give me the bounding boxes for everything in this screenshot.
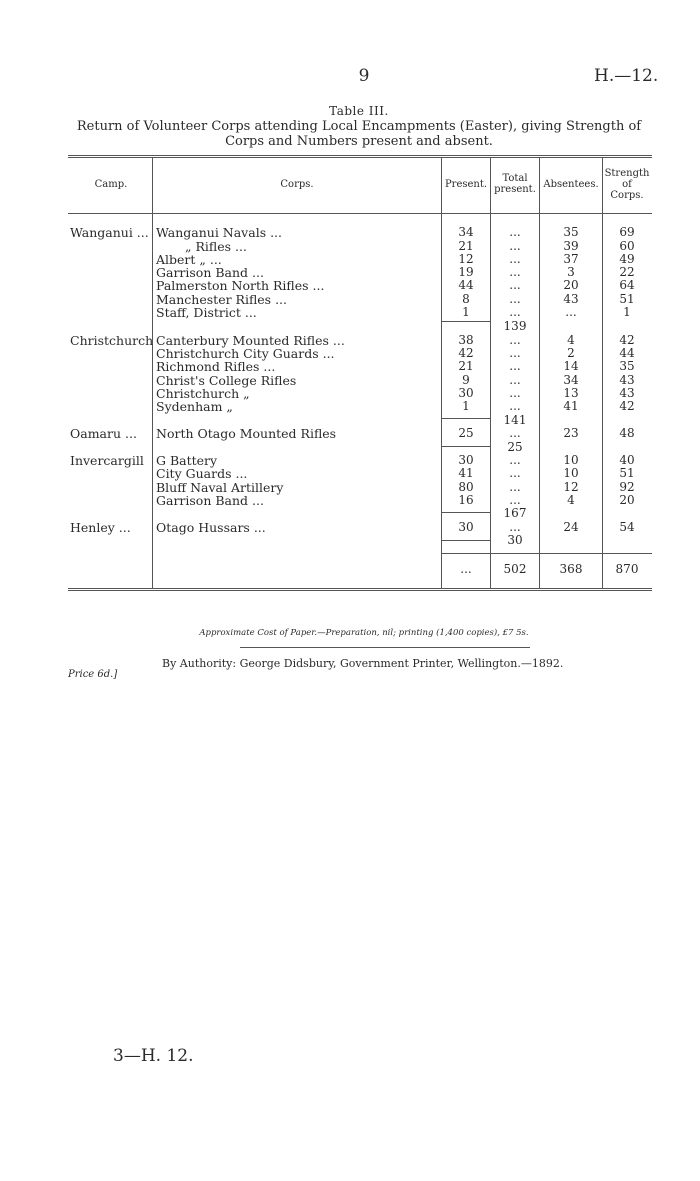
subtotal-rule (442, 321, 490, 322)
absentees-value: 23 (563, 426, 579, 440)
absentees-value: 4 (567, 333, 575, 347)
present-value: 9 (462, 373, 470, 387)
total-value: ... (509, 399, 521, 413)
table-caption-line2: Corps and Numbers present and absent. (225, 134, 493, 149)
header-strength-2: of (622, 179, 632, 190)
present-value: 30 (458, 386, 474, 400)
header-camp: Camp. (94, 179, 128, 190)
subtotal-wanganui: 139 (503, 319, 527, 333)
strength-value: 42 (619, 333, 635, 347)
total-value: ... (509, 225, 521, 239)
absentees-value: 3 (567, 265, 575, 279)
corps-name: North Otago Mounted Rifles (156, 426, 337, 441)
total-value: ... (509, 453, 521, 467)
present-value: 21 (458, 239, 474, 253)
absentees-value: 14 (563, 359, 579, 373)
header-present: Present. (444, 179, 488, 190)
corps-name: Wanganui Navals ... (156, 225, 283, 240)
strength-value: 44 (619, 346, 635, 360)
subtotal-christchurch: 141 (503, 413, 527, 427)
subtotal-rule (442, 512, 490, 513)
camp-christchurch: Christchurch (70, 333, 154, 348)
header-corps: Corps. (280, 179, 314, 190)
corps-name: Sydenham „ (156, 399, 233, 414)
strength-value: 92 (619, 480, 635, 494)
absentees-value: 37 (563, 252, 579, 266)
present-value: 8 (462, 292, 470, 306)
corps-name: Richmond Rifles ... (156, 359, 276, 374)
corps-name: Canterbury Mounted Rifles ... (156, 333, 345, 348)
corps-name: Manchester Rifles ... (156, 292, 287, 307)
grand-total-total: 502 (503, 562, 527, 576)
total-value: ... (509, 373, 521, 387)
corps-name: „ Rifles ... (185, 239, 247, 254)
strength-value: 22 (619, 265, 635, 279)
absentees-value: 10 (563, 453, 579, 467)
strength-value: 51 (619, 292, 635, 306)
grand-total-rule (442, 553, 652, 554)
grand-total-present: ... (460, 562, 472, 576)
printer-authority: By Authority: George Didsbury, Government Printer, Wellington.—1892. (162, 657, 564, 670)
present-value: 1 (462, 305, 470, 319)
corps-name: G Battery (156, 453, 218, 468)
absentees-value: 34 (563, 373, 579, 387)
present-value: 21 (458, 359, 474, 373)
subtotal-henley: 30 (507, 533, 523, 547)
corps-name: Garrison Band ... (156, 493, 264, 508)
strength-value: 43 (619, 386, 635, 400)
present-value: 38 (458, 333, 474, 347)
total-value: ... (509, 239, 521, 253)
subtotal-oamaru: 25 (507, 440, 523, 454)
header-total-1: Total (502, 173, 528, 184)
present-value: 1 (462, 399, 470, 413)
present-value: 42 (458, 346, 474, 360)
total-value: ... (509, 359, 521, 373)
col-sep-camp (152, 157, 153, 588)
price-note: Price 6d.] (68, 669, 118, 680)
subtotal-invercargill: 167 (503, 506, 527, 520)
document-code: H.—12. (594, 66, 659, 86)
present-value: 19 (458, 265, 474, 279)
absentees-value: 10 (563, 466, 579, 480)
corps-name: Staff, District ... (156, 305, 257, 320)
table-top-rule-2 (68, 157, 652, 158)
present-value: 34 (458, 225, 474, 239)
present-value: 41 (458, 466, 474, 480)
present-value: 12 (458, 252, 474, 266)
present-value: 16 (458, 493, 474, 507)
corps-name: Garrison Band ... (156, 265, 264, 280)
absentees-value: 4 (567, 493, 575, 507)
total-value: ... (509, 265, 521, 279)
camp-invercargill: Invercargill (70, 453, 144, 468)
absentees-value: 12 (563, 480, 579, 494)
strength-value: 51 (619, 466, 635, 480)
total-value: ... (509, 305, 521, 319)
absentees-value: ... (565, 305, 577, 319)
absentees-value: 39 (563, 239, 579, 253)
corps-name: Christ's College Rifles (156, 373, 297, 388)
absentees-value: 13 (563, 386, 579, 400)
page-number: 9 (358, 66, 370, 86)
strength-value: 40 (619, 453, 635, 467)
page-footer-code: 3—H. 12. (113, 1046, 194, 1066)
total-value: ... (509, 252, 521, 266)
header-absentees: Absentees. (543, 179, 599, 190)
strength-value: 69 (619, 225, 635, 239)
header-strength-3: Corps. (610, 190, 644, 201)
grand-total-absentees: 368 (559, 562, 583, 576)
present-value: 80 (458, 480, 474, 494)
absentees-value: 24 (563, 520, 579, 534)
corps-name: Bluff Naval Artillery (156, 480, 284, 495)
absentees-value: 2 (567, 346, 575, 360)
present-value: 30 (458, 453, 474, 467)
present-value: 44 (458, 278, 474, 292)
table-bottom-rule-2 (68, 590, 652, 591)
table-caption-line1: Return of Volunteer Corps attending Local Encampments (Easter), giving Strength of (76, 119, 642, 134)
subtotal-rule (442, 446, 490, 447)
strength-value: 1 (623, 305, 631, 319)
total-value: ... (509, 278, 521, 292)
total-value: ... (509, 520, 521, 534)
camp-oamaru: Oamaru ... (70, 426, 137, 441)
corps-name: Albert „ ... (156, 252, 222, 267)
subtotal-rule (442, 540, 490, 541)
strength-value: 64 (619, 278, 635, 292)
subtotal-rule (442, 418, 490, 419)
total-value: ... (509, 493, 521, 507)
present-value: 30 (458, 520, 474, 534)
strength-value: 20 (619, 493, 635, 507)
header-total-2: present. (494, 184, 536, 195)
strength-value: 48 (619, 426, 635, 440)
header-strength-1: Strength (604, 168, 650, 179)
strength-value: 42 (619, 399, 635, 413)
corps-name: Palmerston North Rifles ... (156, 278, 325, 293)
strength-value: 54 (619, 520, 635, 534)
strength-value: 49 (619, 252, 635, 266)
table-title: Table III. (329, 104, 389, 118)
camp-wanganui: Wanganui ... (70, 225, 149, 240)
table-top-rule (68, 155, 652, 156)
strength-value: 43 (619, 373, 635, 387)
strength-value: 60 (619, 239, 635, 253)
present-value: 25 (458, 426, 474, 440)
camp-henley: Henley ... (70, 520, 131, 535)
corps-name: Otago Hussars ... (156, 520, 266, 535)
corps-name: Christchurch „ (156, 386, 250, 401)
absentees-value: 41 (563, 399, 579, 413)
absentees-value: 35 (563, 225, 579, 239)
cost-note: Approximate Cost of Paper.—Preparation, nil; printing (1,400 copies), £7 5s. (199, 628, 529, 638)
total-value: ... (509, 466, 521, 480)
strength-value: 35 (619, 359, 635, 373)
total-value: ... (509, 386, 521, 400)
absentees-value: 43 (563, 292, 579, 306)
total-value: ... (509, 480, 521, 494)
absentees-value: 20 (563, 278, 579, 292)
corps-name: Christchurch City Guards ... (156, 346, 335, 361)
header-bottom-rule (68, 213, 652, 214)
corps-name: City Guards ... (156, 466, 248, 481)
total-value: ... (509, 346, 521, 360)
grand-total-strength: 870 (615, 562, 639, 576)
table-bottom-rule (68, 588, 652, 589)
total-value: ... (509, 426, 521, 440)
total-value: ... (509, 333, 521, 347)
total-value: ... (509, 292, 521, 306)
cost-rule (240, 647, 530, 648)
